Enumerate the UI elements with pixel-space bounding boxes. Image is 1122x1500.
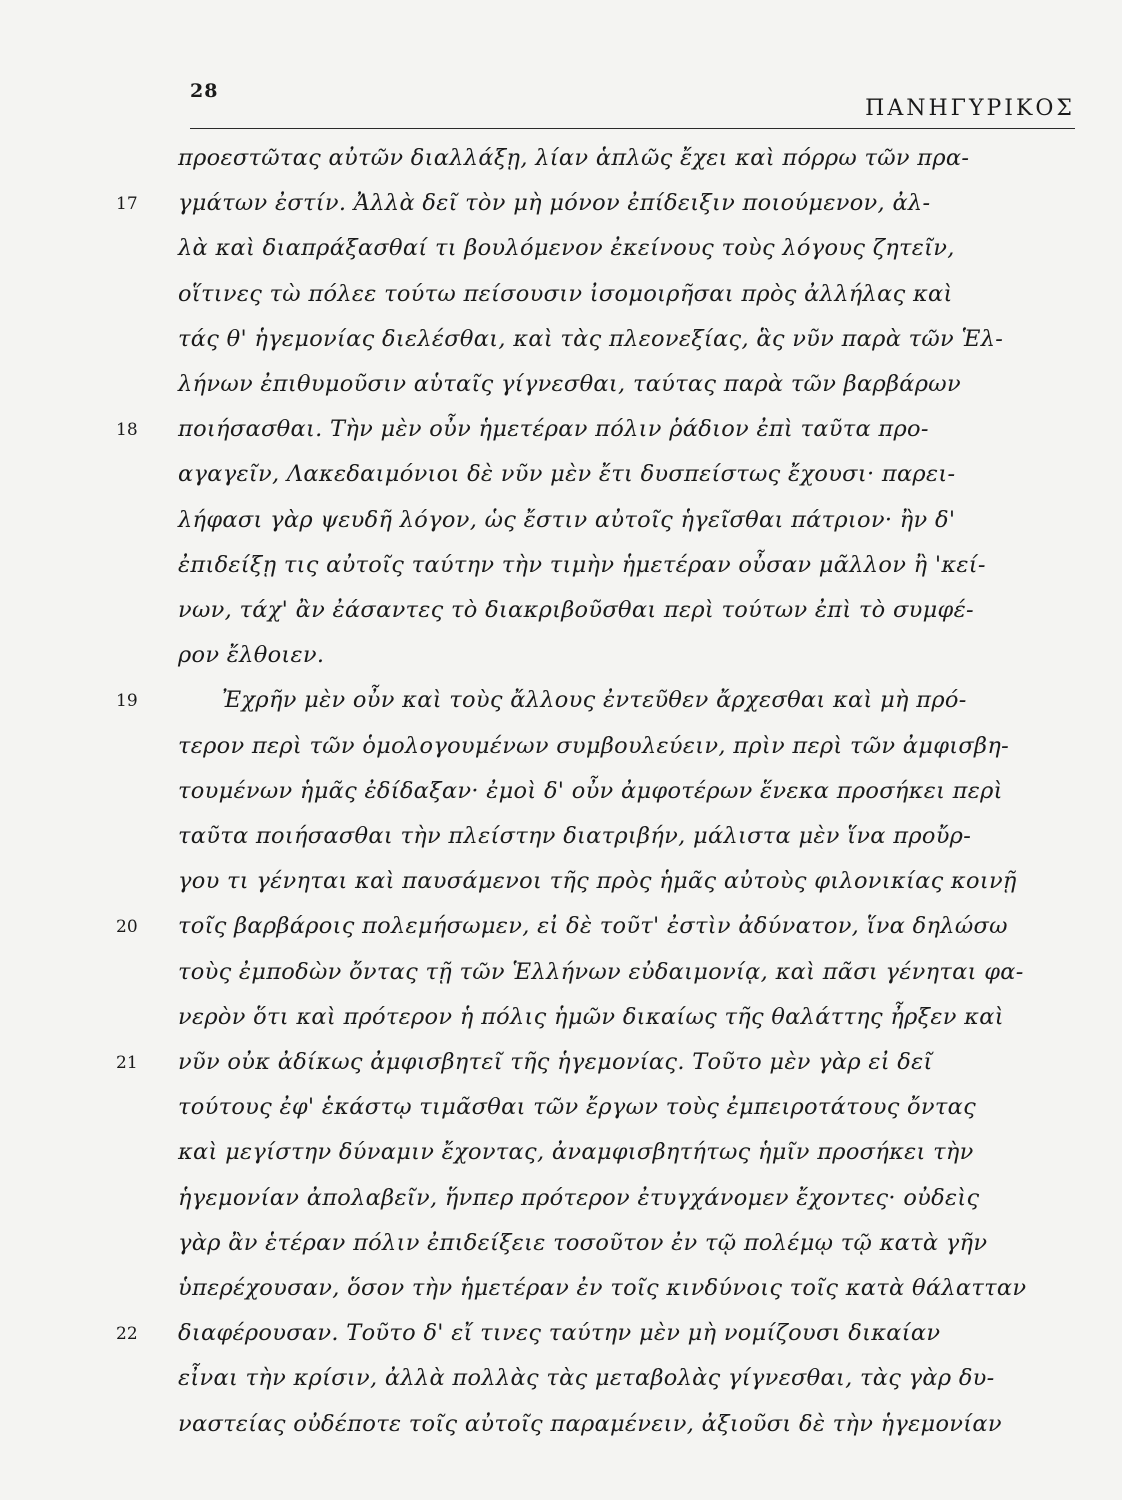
- line-text: ἡγεμονίαν ἀπολαβεῖν, ἥνπερ πρότερον ἐτυγχάνομεν ἔχοντες· οὐδεὶς: [178, 1184, 980, 1211]
- line-text: ρον ἔλθοιεν.: [178, 642, 325, 669]
- line-text: διαφέρουσαν. Τοῦτο δ' εἴ τινες ταύτην μὲν μὴ νομίζουσι δικαίαν: [178, 1320, 941, 1347]
- line-text: εἶναι τὴν κρίσιν, ἀλλὰ πολλὰς τὰς μεταβολὰς γίγνεσθαι, τὰς γὰρ δυ-: [178, 1365, 995, 1392]
- line-text: τουμένων ἡμᾶς ἐδίδαξαν· ἐμοὶ δ' οὖν ἀμφοτέρων ἕνεκα προσήκει περὶ: [178, 777, 1003, 804]
- line-text: τοῖς βαρβάροις πολεμήσωμεν, εἰ δὲ τοῦτ' ἐστὶν ἀδύνατον, ἵνα δηλώσω: [178, 913, 1008, 940]
- line-text: τούτους ἐφ' ἑκάστῳ τιμᾶσθαι τῶν ἔργων τοὺς ἐμπειροτάτους ὄντας: [178, 1094, 977, 1121]
- line-text: ὑπερέχουσαν, ὅσον τὴν ἡμετέραν ἐν τοῖς κινδύνοις τοῖς κατὰ θάλατταν: [178, 1275, 1027, 1301]
- text-line: [0, 1049, 1122, 1089]
- line-text: γου τι γένηται καὶ παυσάμενοι τῆς πρὸς ἡμᾶς αὐτοὺς φιλονικίας κοινῇ: [178, 868, 1017, 895]
- line-text: αγαγεῖν, Λακεδαιμόνιοι δὲ νῦν μὲν ἔτι δυσπείστως ἔχουσι· παρει-: [178, 461, 956, 488]
- section-number: 17: [116, 194, 138, 215]
- line-text: ἐπιδείξῃ τις αὐτοῖς ταύτην τὴν τιμὴν ἡμετέραν οὖσαν μᾶλλον ἢ 'κεί-: [178, 551, 986, 578]
- line-text: λὰ καὶ διαπράξασθαί τι βουλόμενον ἐκείνους τοὺς λόγους ζητεῖν,: [178, 235, 955, 262]
- text-line: [0, 1411, 1122, 1451]
- line-text: νερὸν ὅτι καὶ πρότερον ἡ πόλις ἡμῶν δικαίως τῆς θαλάττης ἦρξεν καὶ: [178, 1003, 1004, 1030]
- text-line: [0, 1094, 1122, 1134]
- section-number: 18: [116, 420, 138, 441]
- line-text: ναστείας οὐδέποτε τοῖς αὐτοῖς παραμένειν, ἀξιοῦσι δὲ τὴν ἡγεμονίαν: [178, 1410, 1002, 1437]
- text-line: [0, 733, 1122, 773]
- text-line: [0, 1004, 1122, 1044]
- line-text: καὶ μεγίστην δύναμιν ἔχοντας, ἀναμφισβητήτως ἡμῖν προσήκει τὴν: [178, 1139, 974, 1166]
- text-line: [0, 1365, 1122, 1405]
- line-text: τάς θ' ἡγεμονίας διελέσθαι, καὶ τὰς πλεονεξίας, ἃς νῦν παρὰ τῶν Ἑλ-: [178, 325, 1004, 352]
- line-text: γμάτων ἐστίν. Ἀλλὰ δεῖ τὸν μὴ μόνον ἐπίδειξιν ποιούμενον, ἀλ-: [178, 190, 931, 217]
- header-rule: [190, 128, 1075, 129]
- text-line: [0, 868, 1122, 908]
- text-line: [0, 687, 1122, 727]
- text-line: [0, 1139, 1122, 1179]
- line-text: λήνων ἐπιθυμοῦσιν αὑταῖς γίγνεσθαι, ταύτας παρὰ τῶν βαρβάρων: [178, 371, 961, 397]
- text-line: [0, 235, 1122, 275]
- text-line: [0, 371, 1122, 411]
- text-line: [0, 959, 1122, 999]
- line-text: γὰρ ἂν ἑτέραν πόλιν ἐπιδείξειε τοσοῦτον ἐν τῷ πολέμῳ τῷ κατὰ γῆν: [178, 1229, 988, 1256]
- line-text: νῦν οὐκ ἀδίκως ἀμφισβητεῖ τῆς ἡγεμονίας. Τοῦτο μὲν γὰρ εἰ δεῖ: [178, 1049, 933, 1075]
- section-number: 21: [116, 1053, 138, 1073]
- text-line: [0, 326, 1122, 366]
- line-text: τοὺς ἐμποδὼν ὄντας τῇ τῶν Ἑλλήνων εὐδαιμονίᾳ, καὶ πᾶσι γένηται φα-: [178, 958, 1024, 985]
- text-line: [0, 913, 1122, 953]
- text-line: [0, 1320, 1122, 1360]
- section-number: 20: [116, 917, 138, 938]
- text-line: [0, 1275, 1122, 1315]
- text-line: [0, 416, 1122, 456]
- line-text: Ἐχρῆν μὲν οὖν καὶ τοὺς ἄλλους ἐντεῦθεν ἄρχεσθαι καὶ μὴ πρό-: [222, 687, 967, 714]
- text-line: [0, 461, 1122, 501]
- text-line: [0, 1230, 1122, 1270]
- line-text: οἵτινες τὼ πόλεε τούτω πείσουσιν ἰσομοιρῆσαι πρὸς ἀλλήλας καὶ: [178, 280, 953, 307]
- text-line: [0, 145, 1122, 185]
- page-number: 28: [190, 80, 219, 102]
- running-title: ΠΑΝΗΓΥΡΙΚΟΣ: [865, 96, 1075, 121]
- line-text: ταῦτα ποιήσασθαι τὴν πλείστην διατριβήν, μάλιστα μὲν ἵνα προὔρ-: [178, 823, 972, 849]
- text-line: [0, 281, 1122, 321]
- section-number: 22: [116, 1324, 138, 1345]
- line-text: προεστῶτας αὐτῶν διαλλάξῃ, λίαν ἁπλῶς ἔχει καὶ πόρρω τῶν πρα-: [178, 145, 970, 171]
- page-header: [190, 72, 1075, 132]
- text-line: [0, 597, 1122, 637]
- text-line: [0, 1185, 1122, 1225]
- line-text: ποιήσασθαι. Τὴν μὲν οὖν ἡμετέραν πόλιν ῥάδιον ἐπὶ ταῦτα προ-: [178, 416, 929, 443]
- text-line: [0, 507, 1122, 547]
- text-line: [0, 552, 1122, 592]
- section-number: 19: [116, 691, 138, 712]
- line-text: νων, τάχ' ἂν ἐάσαντες τὸ διακριβοῦσθαι περὶ τούτων ἐπὶ τὸ συμφέ-: [178, 597, 974, 623]
- text-line: [0, 778, 1122, 818]
- text-line: [0, 823, 1122, 863]
- text-line: [0, 642, 1122, 682]
- line-text: τερον περὶ τῶν ὁμολογουμένων συμβουλεύειν, πρὶν περὶ τῶν ἀμφισβη-: [178, 732, 1010, 759]
- line-text: λήφασι γὰρ ψευδῆ λόγον, ὡς ἔστιν αὐτοῖς ἡγεῖσθαι πάτριον· ἢν δ': [178, 506, 956, 533]
- text-line: [0, 190, 1122, 230]
